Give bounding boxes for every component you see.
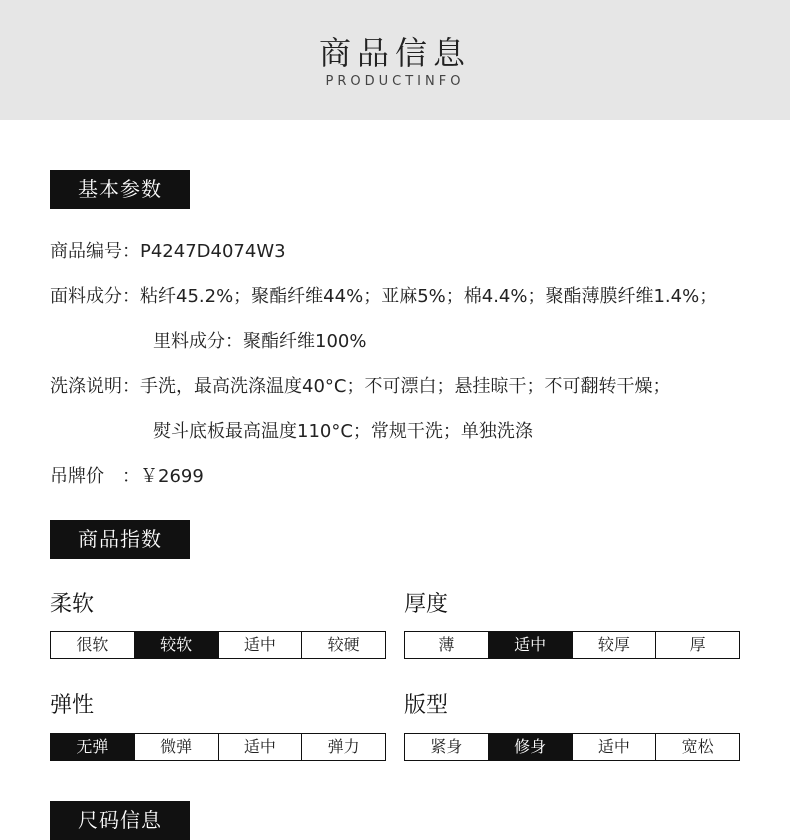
wash-line1: 手洗，最高洗涤温度40°C；不可漂白；悬挂晾干；不可翻转干燥；: [140, 376, 671, 397]
elasticity-option: 无弹: [51, 734, 134, 760]
product-code-row: [50, 237, 286, 263]
lining-value: 里料成分：聚酯纤维100%: [153, 331, 367, 352]
thickness-scale: [404, 631, 740, 659]
elasticity-scale: [50, 733, 386, 761]
fit-option: 宽松: [655, 734, 739, 760]
page-title: 商品信息: [318, 34, 471, 72]
price-label: 吊牌价 ：: [50, 466, 140, 487]
elasticity-option: 弹力: [301, 734, 385, 760]
metric-title-thickness: 厚度: [404, 592, 449, 617]
wash-line2: 熨斗底板最高温度110°C；常规干洗；单独洗涤: [153, 421, 533, 442]
wash-row-2: [153, 417, 533, 443]
metric-title-softness: 柔软: [50, 592, 95, 617]
thickness-option: 厚: [655, 632, 739, 658]
page-subtitle: PRODUCTINFO: [325, 74, 465, 89]
fit-option: 适中: [572, 734, 656, 760]
fabric-value: 粘纤45.2%；聚酯纤维44%；亚麻5%；棉4.4%；聚酯薄膜纤维1.4%；: [140, 286, 718, 307]
softness-scale: [50, 631, 386, 659]
wash-label: 洗涤说明：: [50, 376, 140, 397]
fit-scale: [404, 733, 740, 761]
section-title-index: 商品指数: [50, 520, 190, 559]
lining-row: [153, 327, 366, 353]
softness-option: 较软: [134, 632, 218, 658]
wash-row: [50, 372, 670, 398]
header-banner: [0, 0, 790, 120]
softness-option: 较硬: [301, 632, 385, 658]
thickness-option: 适中: [488, 632, 572, 658]
elasticity-option: 微弹: [134, 734, 218, 760]
price-value: ￥2699: [140, 466, 204, 487]
fabric-row: [50, 282, 717, 308]
section-title-size: 尺码信息: [50, 801, 190, 840]
section-title-basic: 基本参数: [50, 170, 190, 209]
metric-title-fit: 版型: [404, 693, 449, 718]
product-code-value: P4247D4074W3: [140, 241, 286, 262]
thickness-option: 薄: [405, 632, 488, 658]
thickness-option: 较厚: [572, 632, 656, 658]
softness-option: 适中: [218, 632, 302, 658]
fabric-label: 面料成分：: [50, 286, 140, 307]
softness-option: 很软: [51, 632, 134, 658]
price-row: [50, 462, 204, 488]
product-code-label: 商品编号：: [50, 241, 140, 262]
metric-title-elasticity: 弹性: [50, 693, 95, 718]
fit-option: 修身: [488, 734, 572, 760]
fit-option: 紧身: [405, 734, 488, 760]
elasticity-option: 适中: [218, 734, 302, 760]
